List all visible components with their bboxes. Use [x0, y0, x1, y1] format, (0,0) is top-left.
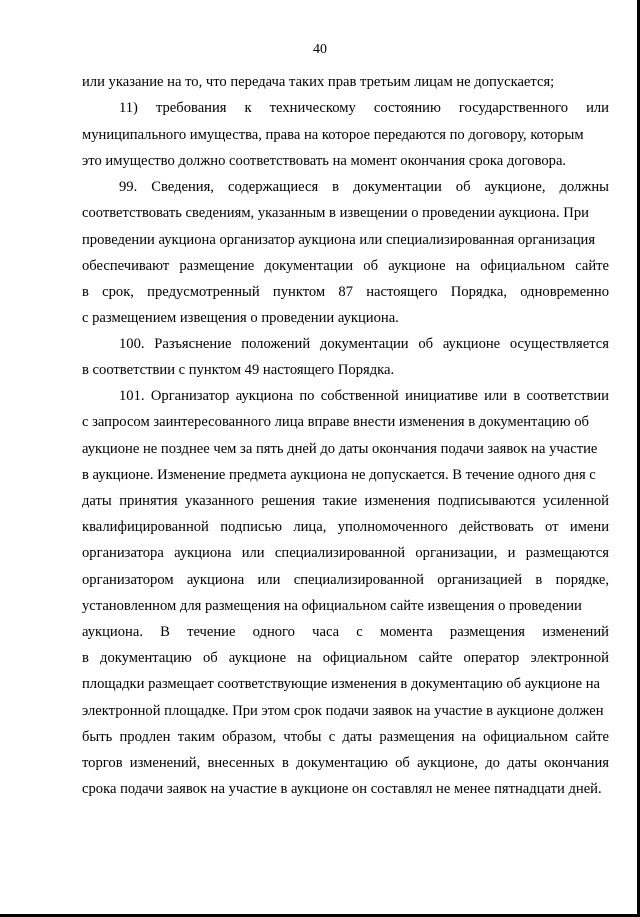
text-line: муниципального имущества, права на которое передаются по договору, которым — [82, 127, 584, 143]
text-line: в аукционе. Изменение предмета аукциона не допускается. В течение одного дня с — [82, 467, 596, 483]
text-line: квалифицированной подписью лица, уполномоченного действовать от имени — [82, 519, 609, 535]
text-line: торгов изменений, внесенных в документацию об аукционе, до даты окончания — [82, 755, 609, 771]
text-line: площадки размещает соответствующие изменения в документацию об аукционе на — [82, 676, 601, 692]
text-line: или указание на то, что передача таких прав третьим лицам не допускается; — [82, 74, 555, 90]
text-line: 11) требования к техническому состоянию государственного или — [119, 100, 609, 116]
text-line: в соответствии с пунктом 49 настоящего Порядка. — [82, 362, 395, 378]
text-line: 99. Сведения, содержащиеся в документации об аукционе, должны — [119, 179, 609, 195]
text-line: даты принятия указанного решения такие изменения подписываются усиленной — [82, 493, 609, 509]
text-line: соответствовать сведениям, указанным в извещении о проведении аукциона. При — [82, 205, 589, 221]
text-line: организатора аукциона или специализированной организации, и размещаются — [82, 545, 609, 561]
text-line: в срок, предусмотренный пунктом 87 настоящего Порядка, одновременно — [82, 284, 609, 300]
page-number: 40 — [313, 42, 327, 57]
text-line: быть продлен таким образом, чтобы с даты размещения на официальном сайте — [82, 729, 609, 745]
text-line: с размещением извещения о проведении аукциона. — [82, 310, 399, 326]
text-line: с запросом заинтересованного лица вправе внести изменения в документацию об — [82, 414, 589, 430]
text-line: установленном для размещения на официальном сайте извещения о проведении — [82, 598, 582, 614]
text-line: срока подачи заявок на участие в аукционе он составлял не менее пятнадцати дней. — [82, 781, 602, 797]
text-line: 101. Организатор аукциона по собственной инициативе или в соответствии — [119, 388, 609, 404]
text-line: организатором аукциона или специализированной организацией в порядке, — [82, 572, 609, 588]
text-line: обеспечивают размещение документации об аукционе на официальном сайте — [82, 258, 609, 274]
text-line: проведении аукциона организатор аукциона или специализированная организация — [82, 232, 596, 248]
text-line: электронной площадке. При этом срок подачи заявок на участие в аукционе должен — [82, 703, 604, 719]
text-line: аукционе не позднее чем за пять дней до даты окончания подачи заявок на участие — [82, 441, 598, 457]
text-line: 100. Разъяснение положений документации об аукционе осуществляется — [119, 336, 609, 352]
text-line: это имущество должно соответствовать на момент окончания срока договора. — [82, 153, 567, 169]
text-line: аукциона. В течение одного часа с момента размещения изменений — [82, 624, 609, 640]
text-line: в документацию об аукционе на официальном сайте оператор электронной — [82, 650, 609, 666]
